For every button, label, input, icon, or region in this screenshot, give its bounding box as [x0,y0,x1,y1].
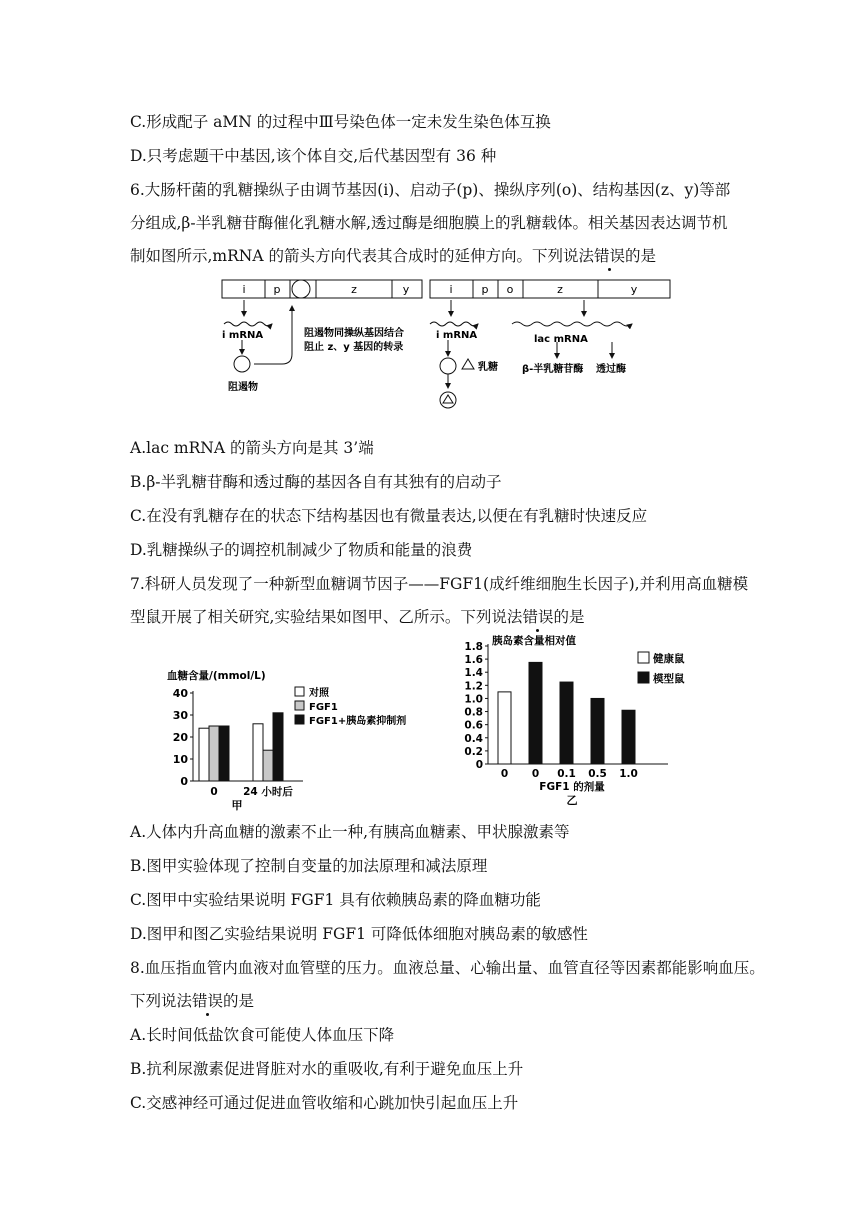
y-tick-label: 0.4 [464,732,483,745]
y-tick-label: 1.2 [464,680,483,693]
q8-line-1: 8.血压指血管内血液对血管壁的压力。血液总量、心输出量、血管直径等因素都能影响血压。 [130,959,765,977]
i-mrna-label-right: i mRNA [436,330,478,341]
y-tick-label: 40 [172,687,188,700]
q7-option-b: B.图甲实验体现了控制自变量的加法原理和减法原理 [130,857,488,875]
bar-模型鼠 [591,698,604,764]
repressor-circle [234,356,250,372]
x-tick-label: 0 [210,786,218,798]
q6-option-c: C.在没有乳糖存在的状态下结构基因也有微量表达,以便在有乳糖时快速反应 [130,507,648,525]
x-tick-label: 0 [500,768,509,780]
bar-模型鼠 [529,662,542,764]
x-tick-label: 0.1 [557,768,576,780]
lactose-label: 乳糖 [478,362,498,373]
emphasis-wrong: 错误 [593,247,625,265]
option-d-prev: D.只考虑题干中基因,该个体自交,后代基因型有 36 种 [130,147,497,165]
x-tick-label: 0.5 [588,768,607,780]
legend-swatch [295,701,304,710]
right-gene-p: p [481,283,489,296]
left-gene-y: y [402,283,410,296]
q8-option-b: B.抗利尿激素促进肾脏对水的重吸收,有利于避免血压上升 [130,1060,524,1078]
q6-line-3-a: 制如图所示,mRNA 的箭头方向代表其合成时的延伸方向。下列说法 [130,247,594,265]
y-tick-label: 0.6 [464,719,483,732]
q8-line-2-c: 的是 [223,992,255,1010]
y-tick-label: 20 [172,731,188,744]
repressor-circle-right [440,358,456,374]
q8-line-2 [130,991,254,1011]
chart-jia-title: 血糖含量/(mmol/L) [167,670,266,682]
y-tick-label: 1.0 [464,693,483,706]
lac-mrna-label: lac mRNA [534,334,588,345]
legend-swatch [295,715,304,724]
bar-健康鼠 [498,692,511,764]
bar-模型鼠 [560,682,573,764]
q7-line-2-a: 型鼠开展了相关研究,实验结果如图甲、乙所示。下列说法 [130,608,523,626]
x-axis-label: FGF1 的剂量 [539,781,605,793]
option-c-prev: C.形成配子 aMN 的过程中Ⅲ号染色体一定未发生染色体互换 [130,113,551,131]
legend-swatch [638,672,649,683]
y-tick-label: 0 [180,775,188,788]
y-tick-label: 0.2 [464,745,483,758]
i-mrna-label-left: i mRNA [222,330,264,341]
q6-line-2: 分组成,β-半乳糖苷酶催化乳糖水解,透过酶是细胞膜上的乳糖载体。相关基因表达调节机 [130,214,728,232]
q7-line-2 [130,607,584,627]
operator-repressor-circle [292,280,310,298]
chart-caption: 甲 [231,799,243,812]
q6-option-d: D.乳糖操纵子的调控机制减少了物质和能量的浪费 [130,541,473,559]
legend-label: 对照 [309,688,329,699]
q7-option-d: D.图甲和图乙实验结果说明 FGF1 可降低体细胞对胰岛素的敏感性 [130,925,588,943]
chart-yi-title: 胰岛素含量相对值 [492,635,576,647]
repressor-note-1: 阻遏物同操纵基因结合 [304,328,404,339]
legend-label: FGF1 [309,702,338,713]
q7-option-c: C.图甲中实验结果说明 FGF1 具有依赖胰岛素的降血糖功能 [130,891,541,909]
enzyme-label: β-半乳糖苷酶 [522,364,584,375]
bar-FGF1 [263,750,273,781]
lac-operon-diagram [220,276,680,416]
y-tick-label: 0.8 [464,706,483,719]
left-gene-p: p [273,283,281,296]
permease-label: 透过酶 [596,364,626,375]
legend-label: FGF1+胰岛素抑制剂 [309,716,407,727]
chart-yi [462,632,712,810]
legend-label: 健康鼠 [653,653,685,665]
q7-line-1: 7.科研人员发现了一种新型血糖调节因子——FGF1(成纤维细胞生长因子),并利用高血糖模 [130,575,749,593]
emphasis-wrong: 错误 [522,608,554,626]
q7-line-2-c: 的是 [553,608,585,626]
q7-option-a: A.人体内升高血糖的激素不止一种,有胰高血糖素、甲状腺激素等 [130,823,570,841]
x-tick-label: 0 [531,768,540,780]
bar-模型鼠 [622,710,635,764]
left-gene-i: i [242,283,246,296]
x-tick-label: 24 小时后 [243,786,293,798]
legend-label: 模型鼠 [653,673,685,685]
y-tick-label: 0 [475,759,483,771]
chart-jia [165,665,455,815]
q6-option-b: B.β-半乳糖苷酶和透过酶的基因各自有其独有的启动子 [130,473,502,491]
y-tick-label: 1.4 [464,667,483,680]
bar-FGF1+胰岛素抑制剂 [273,713,283,781]
y-tick-label: 1.6 [464,654,483,667]
bar-FGF1 [209,726,219,781]
y-tick-label: 30 [172,709,188,722]
repressor-label: 阻遏物 [228,382,258,393]
q8-option-c: C.交感神经可通过促进血管收缩和心跳加快引起血压上升 [130,1094,519,1112]
legend-swatch [638,652,649,663]
right-gene-z: z [557,283,563,296]
right-gene-o: o [506,283,514,296]
bar-对照 [199,728,209,781]
q6-line-3 [130,246,656,266]
bar-对照 [253,724,263,781]
right-gene-i: i [449,283,453,296]
y-tick-label: 10 [172,753,188,766]
q8-line-2-a: 下列说法 [130,992,193,1010]
bar-FGF1+胰岛素抑制剂 [219,726,229,781]
right-gene-y: y [630,283,638,296]
x-tick-label: 1.0 [619,768,638,780]
q6-line-3-c: 的是 [625,247,657,265]
q6-line-1: 6.大肠杆菌的乳糖操纵子由调节基因(i)、启动子(p)、操纵序列(o)、结构基因(z、y)等部 [130,181,731,199]
chart-caption: 乙 [566,794,578,807]
q8-option-a: A.长时间低盐饮食可能使人体血压下降 [130,1026,395,1044]
left-gene-z: z [351,283,357,296]
q6-option-a: A.lac mRNA 的箭头方向是其 3’端 [130,439,374,457]
y-tick-label: 1.8 [464,641,483,653]
legend-swatch [295,687,304,696]
repressor-note-2: 阻止 z、y 基因的转录 [304,342,404,353]
lactose-triangle [462,359,474,369]
emphasis-wrong: 错误 [192,992,224,1010]
